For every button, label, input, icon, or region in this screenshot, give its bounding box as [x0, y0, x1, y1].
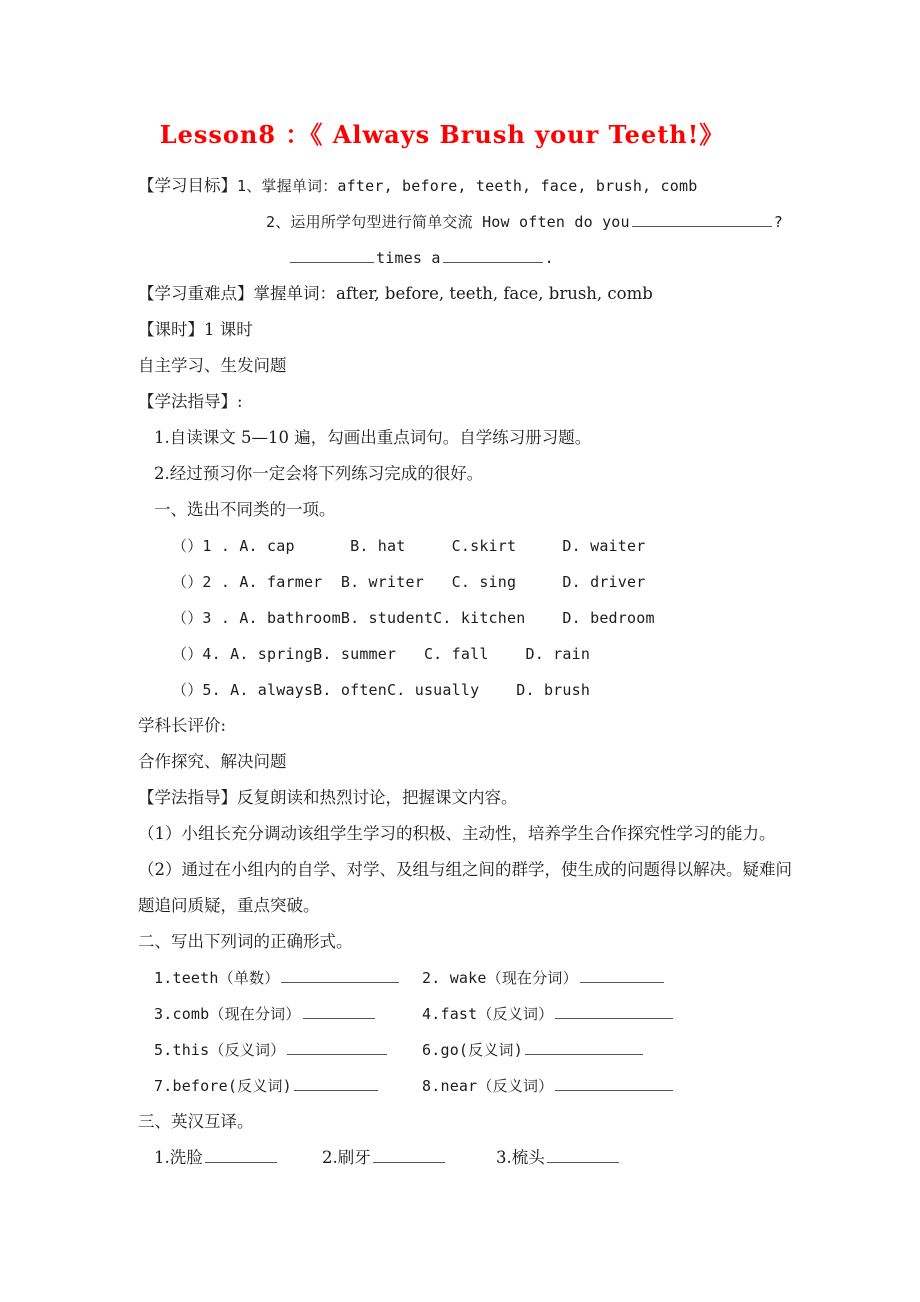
- exercise-two-cell[interactable]: [154, 1032, 422, 1068]
- cooperate-method-text: 【学法指导】反复朗读和热烈讨论，把握课文内容。: [138, 788, 518, 807]
- exercise-two-row: [138, 1068, 858, 1104]
- word-form-prompt: 3.comb（现在分词）: [154, 1005, 301, 1023]
- periods-line: [138, 312, 858, 348]
- question-text: （）2 . A. farmer B. writer C. sing D. driver: [172, 573, 646, 591]
- objectives-item-1: [138, 168, 858, 204]
- exercise-two-cell[interactable]: [422, 960, 858, 996]
- cooperate-point-1: [138, 816, 858, 852]
- answer-blank[interactable]: [580, 966, 664, 983]
- self-study-heading: [138, 348, 858, 384]
- word-form-prompt: 4.fast（反义词）: [422, 1005, 554, 1023]
- exercise-one-question[interactable]: [138, 564, 858, 600]
- exercise-two-cell[interactable]: [154, 1068, 422, 1104]
- cooperate-heading-text: 合作探究、解决问题: [138, 752, 287, 771]
- answer-blank[interactable]: [287, 1038, 387, 1055]
- exercise-one-heading: [138, 492, 858, 528]
- key-points-text: 【学习重难点】掌握单词：after, before, teeth, face, brush, comb: [138, 284, 653, 303]
- exercise-three-row: [138, 1140, 858, 1176]
- exercise-three-heading: [138, 1104, 858, 1140]
- exercise-two-cell[interactable]: [154, 960, 422, 996]
- page-title: Lesson8 ：《 Always Brush your Teeth!》: [159, 120, 725, 149]
- word-form-prompt: 6.go(反义词): [422, 1041, 523, 1059]
- method-step-1: [138, 420, 858, 456]
- translate-prompt: 3.梳头: [496, 1148, 545, 1167]
- word-form-prompt: 7.before(反义词): [154, 1077, 292, 1095]
- question-text: （）3 . A. bathroomB. studentC. kitchen D. bedroom: [172, 609, 655, 627]
- key-points-line: [138, 276, 858, 312]
- exercise-one-question[interactable]: [138, 600, 858, 636]
- exercise-two-row: [138, 996, 858, 1032]
- objectives-item-1-text: 1、掌握单词：after, before, teeth, face, brush, comb: [237, 177, 698, 195]
- word-form-prompt: 5.this（反义词）: [154, 1041, 286, 1059]
- answer-blank[interactable]: [443, 246, 543, 263]
- exercise-one-heading-text: 一、选出不同类的一项。: [154, 500, 336, 519]
- exercise-one-question[interactable]: [138, 528, 858, 564]
- word-form-prompt: 8.near（反义词）: [422, 1077, 554, 1095]
- leader-evaluation-text: 学科长评价:: [138, 716, 227, 735]
- cooperate-point-2: [138, 852, 858, 888]
- question-text: （）4. A. springB. summer C. fall D. rain: [172, 645, 591, 663]
- exercise-two-cell[interactable]: [154, 996, 422, 1032]
- answer-blank[interactable]: [632, 210, 772, 227]
- exercise-two-cell[interactable]: [422, 996, 858, 1032]
- objectives-item-2-suffix: ?: [773, 213, 783, 231]
- answer-blank[interactable]: [373, 1146, 445, 1163]
- exercise-two-cell[interactable]: [422, 1068, 858, 1104]
- objectives-label: 【学习目标】: [138, 176, 237, 195]
- cooperate-method-line: [138, 780, 858, 816]
- word-form-prompt: 2. wake（现在分词）: [422, 969, 578, 987]
- objectives-item-3-mid: times a: [376, 249, 441, 267]
- answer-blank[interactable]: [281, 966, 399, 983]
- objectives-item-3-suffix: .: [544, 249, 554, 267]
- method-guidance-label-text: 【学法指导】:: [138, 392, 243, 411]
- answer-blank[interactable]: [294, 1074, 378, 1091]
- exercise-one-question[interactable]: [138, 672, 858, 708]
- translate-prompt: 1.洗脸: [154, 1148, 203, 1167]
- exercise-two-row: [138, 960, 858, 996]
- exercise-two-heading-text: 二、写出下列词的正确形式。: [138, 932, 353, 951]
- method-step-2: [138, 456, 858, 492]
- exercise-three-cell[interactable]: [322, 1140, 496, 1176]
- question-text: （）1 . A. cap B. hat C.skirt D. waiter: [172, 537, 646, 555]
- exercise-two-row: [138, 1032, 858, 1068]
- cooperate-point-2-line2: 题追问质疑，重点突破。: [138, 896, 320, 915]
- cooperate-point-2-line1: （2）通过在小组内的自学、对学、及组与组之间的群学，使生成的问题得以解决。疑难问: [138, 860, 792, 879]
- objectives-item-2-prefix: 2、运用所学句型进行简单交流 How often do you: [266, 213, 630, 231]
- exercise-one-question[interactable]: [138, 636, 858, 672]
- objectives-item-3: [138, 240, 858, 276]
- cooperate-heading: [138, 744, 858, 780]
- objectives-item-2: [138, 204, 858, 240]
- cooperate-point-1-text: （1）小组长充分调动该组学生学习的积极、主动性，培养学生合作探究性学习的能力。: [138, 824, 776, 843]
- cooperate-point-2-cont: [138, 888, 858, 924]
- periods-text: 【课时】1 课时: [138, 320, 253, 339]
- answer-blank[interactable]: [290, 246, 374, 263]
- method-step-1-text: 1.自读课文 5—10 遍，勾画出重点词句。自学练习册习题。: [154, 428, 592, 447]
- exercise-two-cell[interactable]: [422, 1032, 858, 1068]
- answer-blank[interactable]: [547, 1146, 619, 1163]
- answer-blank[interactable]: [303, 1002, 375, 1019]
- self-study-heading-text: 自主学习、生发问题: [138, 356, 287, 375]
- question-text: （）5. A. alwaysB. oftenC. usually D. brush: [172, 681, 591, 699]
- translate-prompt: 2.刷牙: [322, 1148, 371, 1167]
- leader-evaluation-label: [138, 708, 858, 744]
- exercise-two-heading: [138, 924, 858, 960]
- exercise-three-cell[interactable]: [496, 1140, 858, 1176]
- document-body: [138, 168, 858, 1176]
- answer-blank[interactable]: [525, 1038, 643, 1055]
- exercise-three-cell[interactable]: [154, 1140, 322, 1176]
- answer-blank[interactable]: [205, 1146, 277, 1163]
- word-form-prompt: 1.teeth（单数）: [154, 969, 280, 987]
- method-step-2-text: 2.经过预习你一定会将下列练习完成的很好。: [154, 464, 484, 483]
- answer-blank[interactable]: [555, 1002, 673, 1019]
- answer-blank[interactable]: [555, 1074, 673, 1091]
- method-guidance-label: [138, 384, 858, 420]
- exercise-three-heading-text: 三、英汉互译。: [138, 1112, 254, 1131]
